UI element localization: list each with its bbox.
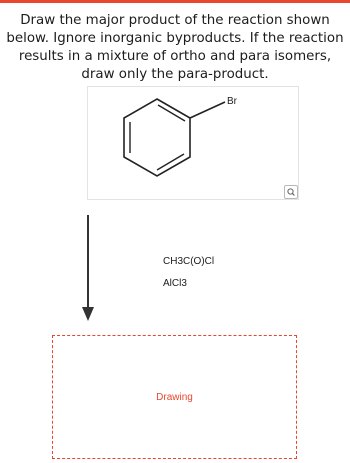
bromobenzene-structure [88, 87, 298, 199]
accent-bar [0, 0, 350, 3]
bromine-label: Br [227, 96, 237, 107]
reagent-aluminum-chloride: AlCl3 [163, 278, 187, 289]
reaction-arrow-icon [78, 215, 98, 327]
zoom-button[interactable] [284, 185, 298, 199]
question-text: Draw the major product of the reaction shown below. Ignore inorganic byproducts. If the reaction results in a mixture of ortho and para isomers, draw only the para-product. [6, 13, 344, 82]
reagent-acetyl-chloride: CH3C(O)Cl [163, 256, 215, 267]
c-br-bond [190, 102, 225, 118]
drawing-label: Drawing [156, 392, 193, 403]
magnifier-icon [285, 186, 297, 198]
answer-drawing-area[interactable] [52, 335, 297, 459]
reactant-structure-panel [87, 86, 299, 200]
benzene-ring [124, 99, 190, 176]
